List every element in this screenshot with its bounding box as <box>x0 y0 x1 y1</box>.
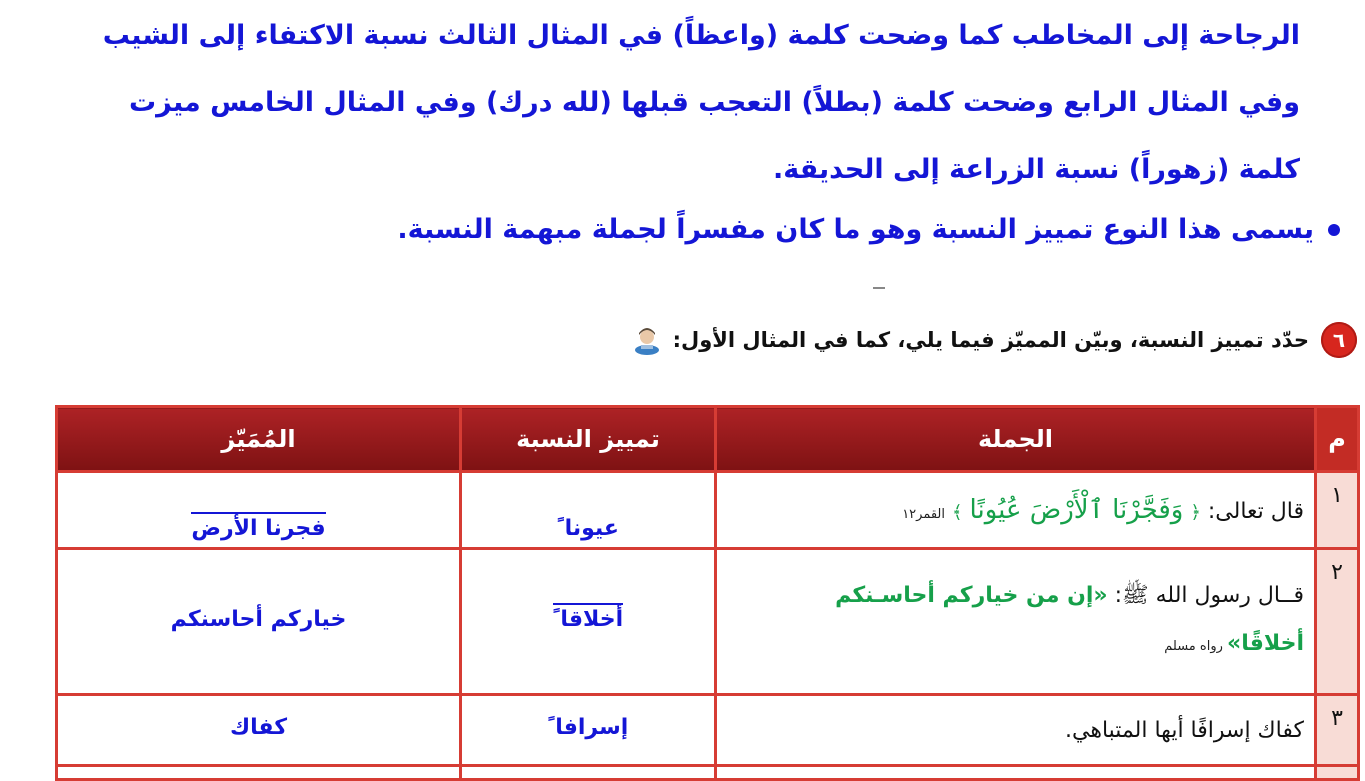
mumayyaz-cell <box>57 695 461 766</box>
row-number: ١ <box>1316 472 1359 549</box>
row-number: ٣ <box>1316 695 1359 766</box>
paragraph-line-3: كلمة (زهوراً) نسبة الزراعة إلى الحديقة. <box>772 154 1300 185</box>
quran-verse: وَفَجَّرْنَا ٱلْأَرْضَ عُيُونًا <box>969 495 1184 525</box>
sentence-prefix: قال تعالى: <box>1200 499 1304 524</box>
mumayyaz-cell <box>57 549 461 695</box>
tamyeez-cell <box>461 695 716 766</box>
tamyeez-answer: أخلاقا ً <box>553 603 623 632</box>
exercise-instruction: حدّد تمييز النسبة، وبيّن المميّز فيما يلي، كما في المثال الأول: <box>672 328 1309 352</box>
rule-bullet <box>397 214 1340 245</box>
row-number: ٢ <box>1316 549 1359 695</box>
table-row <box>57 472 1359 549</box>
quran-open-bracket: ﴿ <box>1190 502 1201 523</box>
rule-text: يسمى هذا النوع تمييز النسبة وهو ما كان مفسراً لجملة مبهمة النسبة. <box>397 214 1314 245</box>
tamyeez-cell <box>461 549 716 695</box>
exercise-number: ٦ <box>1321 322 1357 358</box>
header-num: م <box>1316 407 1359 472</box>
table-row <box>57 695 1359 766</box>
sentence-cell: كفاك إسرافًا أيها المتباهي. <box>716 695 1316 766</box>
divider <box>873 287 885 289</box>
sentence-cell <box>716 549 1316 695</box>
header-tamyeez: تمييز النسبة <box>461 407 716 472</box>
exercise-heading <box>633 322 1357 358</box>
mumayyaz-answer: خياركم أحاسنكم <box>170 606 347 632</box>
mumayyaz-cell <box>57 472 461 549</box>
tamyeez-cell <box>461 472 716 549</box>
exercise-table <box>55 405 1360 781</box>
verse-source: القمر١٢ <box>902 507 945 522</box>
tamyeez-answer: إسرافا ً <box>547 715 629 740</box>
bullet-icon <box>1328 224 1340 236</box>
student-icon <box>633 325 661 355</box>
mumayyaz-answer: كفاك <box>229 715 288 740</box>
sentence-prefix: قــال رسول الله ﷺ: <box>1107 583 1304 608</box>
tamyeez-answer: عيونا ً <box>557 516 619 541</box>
paragraph-line-2: وفي المثال الرابع وضحت كلمة (بطلاً) التعجب قبلها (لله درك) وفي المثال الخامس ميزت <box>129 87 1300 118</box>
mumayyaz-answer: فجرنا الأرض <box>191 512 325 541</box>
table-row <box>57 549 1359 695</box>
hadith-source: رواه مسلم <box>1164 639 1228 654</box>
sentence-cell <box>716 472 1316 549</box>
paragraph-line-1: الرجاحة إلى المخاطب كما وضحت كلمة (واعظاً) في المثال الثالث نسبة الاكتفاء إلى الشيب <box>102 20 1300 51</box>
table-header-row <box>57 407 1359 472</box>
hadith-text: «إن من خياركم أحاسـنكم <box>835 583 1108 608</box>
header-mumayyaz: المُمَيّز <box>57 407 461 472</box>
header-sentence: الجملة <box>716 407 1316 472</box>
quran-close-bracket: ﴾ <box>952 502 963 523</box>
hadith-text-end: أخلاقًا» <box>1227 631 1304 656</box>
